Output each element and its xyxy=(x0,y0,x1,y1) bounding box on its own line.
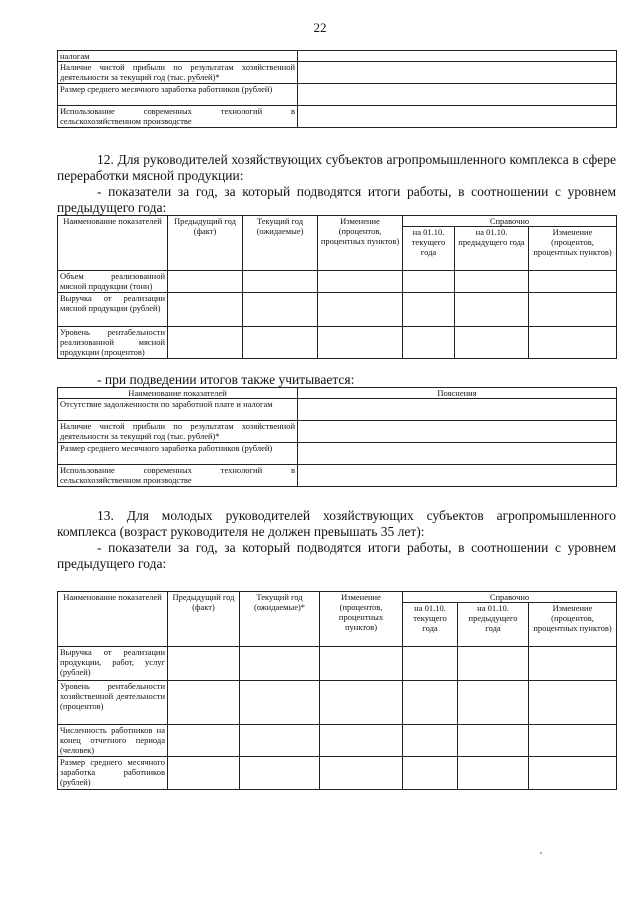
section-13-heading: 13. Для молодых руководителей хозяйствующих субъектов агропромышленного комплекса (возраст руководителя не должен превышать 35 лет): xyxy=(57,508,616,539)
section-13-text xyxy=(57,508,616,572)
page-number: 22 xyxy=(313,20,327,35)
header-name: Наименование показателей xyxy=(58,592,168,647)
header-curr: Текущий год (ожидаемые)* xyxy=(240,592,320,647)
header-curr: Текущий год (ожидаемые) xyxy=(243,216,318,271)
header-ref-curr: на 01.10. текущего года xyxy=(403,227,455,271)
scan-speck xyxy=(540,852,542,854)
table-row-label: Размер среднего месячного заработка работников (рублей) xyxy=(58,757,168,790)
table-cell xyxy=(298,106,617,128)
table-row-label: Выручка от реализации мясной продукции (рублей) xyxy=(58,293,168,327)
header-ref-curr: на 01.10. текущего года xyxy=(403,603,458,647)
section-13-subheading: - показатели за год, за который подводятся итоги работы, в соотношении с уровнем предыдущего года: xyxy=(57,540,616,571)
header-ref-prev: на 01.10. предыдущего года xyxy=(455,227,529,271)
table-row-label: Уровень рентабельности хозяйственной деятельности (процентов) xyxy=(58,681,168,725)
header-ref-change: Изменение (процентов, процентных пунктов) xyxy=(529,603,617,647)
header-reference: Справочно xyxy=(403,592,617,603)
header-reference: Справочно xyxy=(403,216,617,227)
header-change: Изменение (процентов, процентных пунктов) xyxy=(318,216,403,271)
table-section-12 xyxy=(57,215,617,359)
section-12-heading: 12. Для руководителей хозяйствующих субъектов агропромышленного комплекса в сфере переработки мясной продукции: xyxy=(57,152,616,183)
table-row-label: Наличие чистой прибыли по результатам хозяйственной деятельности за текущий год (тыс. рублей)* xyxy=(58,421,298,443)
table-row-label: Размер среднего месячного заработка работников (рублей) xyxy=(58,84,298,106)
table-section-13 xyxy=(57,591,617,790)
section-12-text xyxy=(57,152,616,216)
section-12-subheading: - показатели за год, за который подводятся итоги работы, в соотношении с уровнем предыдущего года: xyxy=(57,184,616,215)
table-row-label: Использование современных технологий в сельскохозяйственном производстве xyxy=(58,465,298,487)
header-name: Наименование показателей xyxy=(58,216,168,271)
table-row-label: Выручка от реализации продукции, работ, услуг (рублей) xyxy=(58,647,168,681)
header-ref-change: Изменение (процентов, процентных пунктов) xyxy=(529,227,617,271)
header-name: Наименование показателей xyxy=(58,388,298,399)
table-row-label: Использование современных технологий в сельскохозяйственном производстве xyxy=(58,106,298,128)
table-cell xyxy=(298,62,617,84)
table-row-label: Отсутствие задолженности по заработной плате и налогам xyxy=(58,399,298,421)
table-row-label: налогам xyxy=(58,51,298,62)
also-heading xyxy=(97,372,597,388)
also-heading-text: - при подведении итогов также учитывается: xyxy=(97,372,355,387)
table-row-label: Уровень рентабельности реализованной мясной продукции (процентов) xyxy=(58,327,168,359)
table-row-label: Наличие чистой прибыли по результатам хозяйственной деятельности за текущий год (тыс. рублей)* xyxy=(58,62,298,84)
table-row-label: Объем реализованной мясной продукции (тонн) xyxy=(58,271,168,293)
header-change: Изменение (процентов, процентных пунктов) xyxy=(320,592,403,647)
table-also xyxy=(57,387,617,487)
header-prev: Предыдущий год (факт) xyxy=(168,592,240,647)
table-row-label: Численность работников на конец отчетного периода (человек) xyxy=(58,725,168,757)
header-notes: Пояснения xyxy=(298,388,617,399)
header-prev: Предыдущий год (факт) xyxy=(168,216,243,271)
table-row-label: Размер среднего месячного заработка работников (рублей) xyxy=(58,443,298,465)
table-cell xyxy=(298,51,617,62)
table-cell xyxy=(298,84,617,106)
table-top xyxy=(57,50,617,128)
header-ref-prev: на 01.10. предыдущего года xyxy=(458,603,529,647)
